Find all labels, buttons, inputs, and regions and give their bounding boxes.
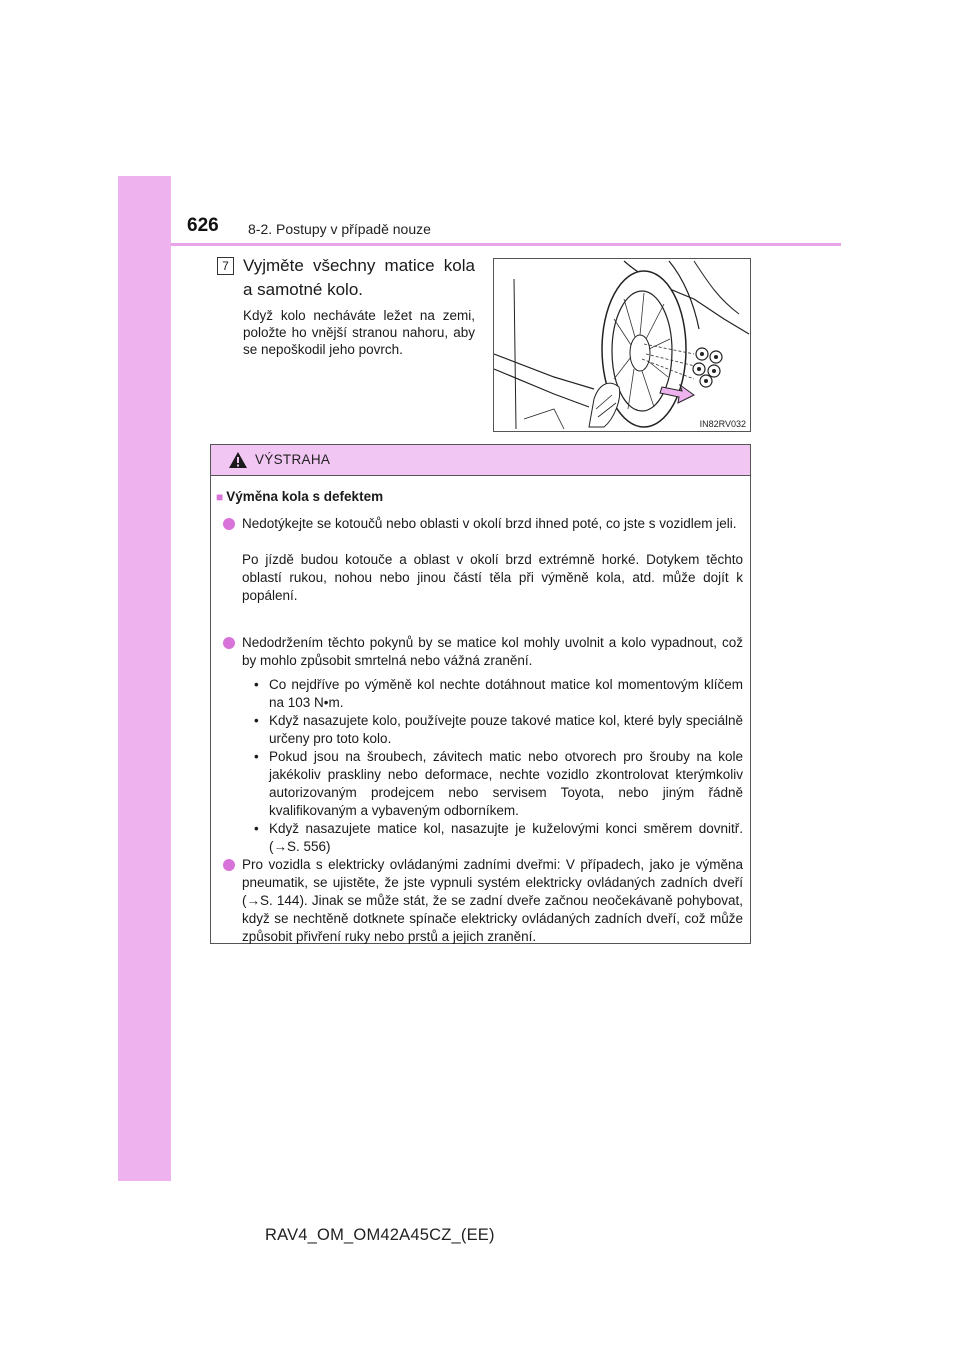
side-tab-bar xyxy=(118,176,171,1181)
warning-subheading-text: Výměna kola s defektem xyxy=(226,489,384,504)
sub-bullet-marker: • xyxy=(254,749,259,764)
warning-subheading xyxy=(216,488,383,506)
section-title: 8-2. Postupy v případě nouze xyxy=(248,221,431,237)
warning-box xyxy=(210,444,751,944)
sub-bullet-marker: • xyxy=(254,821,259,836)
sub-bullet-marker: • xyxy=(254,677,259,692)
step-note: Když kolo necháváte ležet na zemi, položte ho vnější stranou nahoru, aby se nepoškodil jeho povrch. xyxy=(243,308,475,357)
warning-bullet-1-continued: Po jízdě budou kotouče a oblast v okolí brzd extrémně horké. Dotykem těchto oblastí rukou, nohou nebo jinou částí těla při výměně kola, atd. může dojít k popálení. xyxy=(242,552,743,603)
wheel-removal-figure xyxy=(493,258,751,432)
footer-code: RAV4_OM_OM42A45CZ_(EE) xyxy=(265,1226,495,1244)
sub-item-3: Pokud jsou na šroubech, závitech matic nebo otvorech pro šrouby na kole jakékoliv praskliny nebo deformace, nechte vozidlo zkontrolovat kterýmkoliv autorizovaným prodejcem nebo servisem Toyota, nebo jiným řádně kvalifikovaným a vybaveným odborníkem. xyxy=(269,749,743,818)
sub-bullet-marker: • xyxy=(254,713,259,728)
page-number: 626 xyxy=(187,215,219,236)
circle-bullet-icon xyxy=(223,859,235,871)
wheel-removal-illustration-icon xyxy=(494,259,750,431)
warning-bullet-2: Nedodržením těchto pokynů by se matice kol mohly uvolnit a kolo vypadnout, což by mohlo způsobit smrtelná nebo vážná zranění. xyxy=(242,635,743,668)
circle-bullet-icon xyxy=(223,518,235,530)
warning-bullet-1: Nedotýkejte se kotoučů nebo oblasti v okolí brzd ihned poté, co jste s vozidlem jeli. xyxy=(242,516,737,531)
square-bullet-icon: ■ xyxy=(216,490,224,504)
step-heading: Vyjměte všechny matice kola a samotné kolo. xyxy=(243,256,475,299)
header-rule xyxy=(171,243,841,246)
circle-bullet-icon xyxy=(223,637,235,649)
warning-header xyxy=(211,445,750,476)
sub-item-1: Co nejdříve po výměně kol nechte dotáhnout matice kol momentovým klíčem na 103 N•m. xyxy=(269,677,743,710)
warning-bullet-3: Pro vozidla s elektricky ovládanými zadními dveřmi: V případech, jako je výměna pneumatik, se ujistěte, že jste vypnuli systém elektricky ovládaných zadních dveří (→S. 144). Jinak se může stát, že se zadní dveře začnou neočekávaně pohybovat, když se nechtěně dotknete spínače elektricky ovládaných zadních dveří, což může způsobit přivření ruky nebo prstů a jejich zranění. xyxy=(242,857,743,944)
warning-triangle-icon xyxy=(228,451,248,469)
figure-code: IN82RV032 xyxy=(699,419,746,429)
sub-item-4: Když nasazujete matice kol, nasazujte je kuželovými konci směrem dovnitř. (→S. 556) xyxy=(269,821,743,854)
sub-item-2: Když nasazujete kolo, používejte pouze takové matice kol, které byly speciálně určeny pro toto kolo. xyxy=(269,713,743,746)
step-number-badge: 7 xyxy=(217,257,234,275)
warning-title: VÝSTRAHA xyxy=(255,452,331,467)
